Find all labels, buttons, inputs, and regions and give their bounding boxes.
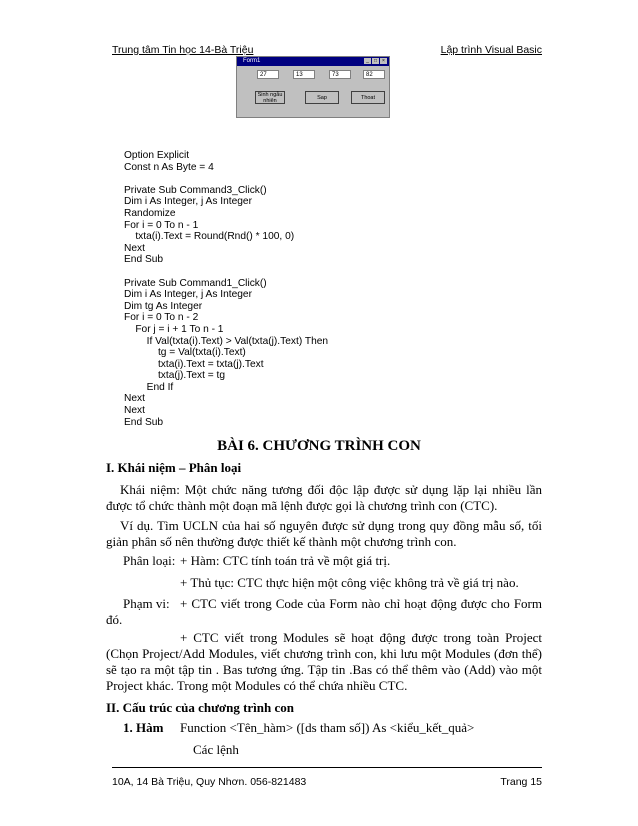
code-line: txta(j).Text = tg	[124, 370, 226, 382]
item-label: 1. Hàm	[123, 720, 164, 735]
code-line: txta(i).Text = txta(j).Text	[124, 358, 264, 370]
footer-divider	[112, 767, 542, 768]
code-line: tg = Val(txta(i).Text)	[124, 347, 246, 359]
paragraph-example: Ví dụ. Tìm UCLN của hai số nguyên được sử dụng trong quy đồng mẫu số, tối giản phân số nên thường được thiết kế thành một chương trình con.	[106, 518, 542, 549]
code-listing	[124, 150, 328, 428]
header-left: Trung tâm Tin học 14-Bà Triệu	[112, 44, 254, 56]
code-line: Dim tg As Integer	[124, 300, 203, 312]
exit-button: Thoat	[351, 91, 385, 104]
phamvi-item-1: + CTC viết trong Code của Form nào chỉ hoạt động được cho Form đó.	[106, 596, 542, 627]
code-line	[124, 266, 328, 278]
code-line: Dim i As Integer, j As Integer	[124, 196, 252, 208]
code-line: For j = i + 1 To n - 1	[124, 323, 224, 335]
code-line: Private Sub Command3_Click()	[124, 184, 267, 196]
code-line: Randomize	[124, 207, 176, 219]
code-line: For i = 0 To n - 1	[124, 219, 199, 231]
heading-text: I. Khái niệm – Phân loại	[106, 460, 242, 475]
code-line: Private Sub Command1_Click()	[124, 277, 267, 289]
phanloai-label: Phân loại:	[123, 553, 176, 568]
code-line: Const n As Byte = 4	[124, 161, 214, 173]
code-line: For i = 0 To n - 2	[124, 312, 199, 324]
code-line: txta(i).Text = Round(Rnd() * 100, 0)	[124, 231, 295, 243]
phanloai-item-1: + Hàm: CTC tính toán trả về một giá trị.	[180, 553, 391, 568]
close-icon: ×	[380, 58, 387, 64]
textbox-0: 27	[257, 70, 279, 79]
vb-form-screenshot	[236, 56, 390, 118]
code-line: End Sub	[124, 254, 164, 266]
code-line: Dim i As Integer, j As Integer	[124, 289, 252, 301]
code-line: Next	[124, 393, 145, 405]
phanloai-item-2: + Thủ tục: CTC thực hiện một công việc không trả về giá trị nào.	[180, 575, 519, 590]
form-titlebar	[237, 57, 389, 66]
section1-heading	[106, 460, 542, 476]
form-title: Form1	[243, 58, 261, 64]
code-line: Option Explicit	[124, 150, 190, 161]
maximize-icon: □	[373, 58, 378, 64]
sort-button: Sap	[305, 91, 339, 104]
textbox-1: 13	[293, 70, 315, 79]
page-number: Trang 15	[500, 776, 542, 788]
code-line: Next	[124, 242, 145, 254]
phamvi-item-2: + CTC viết trong Modules sẽ hoạt động được trong toàn Project (Chọn Project/Add Modules, viết chương trình con, khi lưu một Modules (đơn thể) sẽ tạo ra một tập tin . Bas tương ứng. Tập tin .Bas có thể thêm vào (Add) vào một Project khác. Trong một Modules có thể chứa nhiều CTC.	[106, 630, 542, 693]
code-line: End Sub	[124, 416, 164, 428]
minimize-icon: _	[364, 58, 371, 64]
code-line: Next	[124, 405, 145, 417]
code-line: If Val(txta(i).Text) > Val(txta(j).Text) Then	[124, 335, 329, 347]
section2-heading: II. Cấu trúc của chương trình con	[106, 700, 294, 715]
lesson-title: BÀI 6. CHƯƠNG TRÌNH CON	[217, 438, 421, 454]
paragraph-concept: Khái niệm: Một chức năng tương đối độc lập được sử dụng lặp lại nhiều lần được tổ chức thành một đoạn mã lệnh được gọi là chương trình con (CTC).	[106, 482, 542, 513]
function-body: Các lệnh	[193, 742, 239, 757]
textbox-3: 82	[363, 70, 385, 79]
random-button: Sinh ngẫu nhiên	[255, 91, 285, 104]
textbox-2: 73	[329, 70, 351, 79]
code-line: End If	[124, 381, 174, 393]
function-syntax: Function <Tên_hàm> ([ds tham số]) As <kiểu_kết_quả>	[180, 720, 475, 735]
header-right: Lập trình Visual Basic	[440, 44, 542, 56]
code-line	[124, 173, 328, 185]
phamvi-label: Phạm vi:	[123, 596, 170, 611]
footer-left: 10A, 14 Bà Triệu, Quy Nhơn. 056-821483	[112, 776, 307, 788]
